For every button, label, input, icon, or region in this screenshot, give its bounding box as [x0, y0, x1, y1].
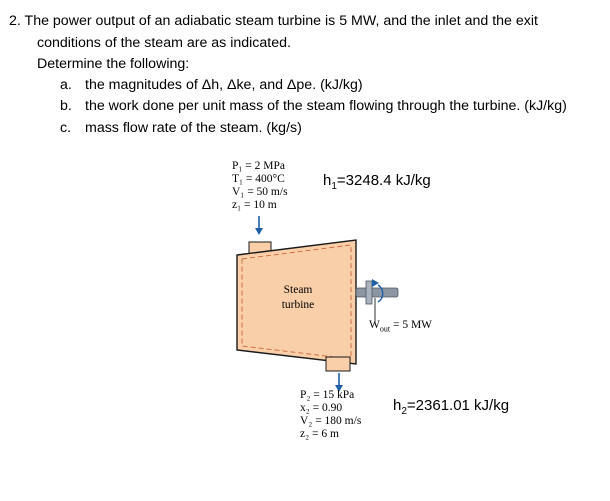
exit-elevation: z₂ = 6 m	[300, 428, 339, 440]
inlet-elevation: z₁ = 10 m	[232, 199, 277, 211]
shaft-coupling	[366, 281, 372, 304]
question-line-2: conditions of the steam are as indicated.	[37, 35, 291, 51]
exit-pipe	[326, 357, 350, 371]
exit-pressure: P₂ = 15 kPa	[300, 389, 355, 401]
item-marker: a.	[60, 77, 72, 93]
inlet-arrow-head	[255, 228, 263, 235]
item-text: the magnitudes of Δh, Δke, and Δpe. (kJ/kg)	[85, 77, 363, 93]
question-intro: The power output of an adiabatic steam turbine is 5 MW, and the inlet and the exit	[24, 13, 538, 29]
turbine-label: Steam turbine	[281, 284, 315, 311]
h2-value: $h_2=2361.01$ kJ/kg	[393, 397, 510, 417]
question-line-3: Determine the following:	[37, 56, 190, 72]
work-arrow-head	[372, 279, 379, 287]
h1-value: $h_1=3248.4$ kJ/kg	[323, 172, 431, 192]
inlet-velocity: V₁ = 50 m/s	[232, 186, 288, 198]
question-number: 2.	[9, 13, 21, 29]
item-text: the work done per unit mass of the steam flowing through the turbine. (kJ/kg)	[85, 98, 567, 114]
work-output-label: $W_{out} = 5$ MW	[369, 319, 433, 334]
item-marker: b.	[60, 98, 72, 114]
inlet-conditions	[232, 160, 288, 212]
exit-velocity: V₂ = 180 m/s	[300, 415, 362, 427]
item-text: mass flow rate of the steam. (kg/s)	[85, 120, 302, 136]
inlet-temperature: T₁ = 400°C	[232, 173, 285, 185]
inlet-pressure: P₁ = 2 MPa	[232, 160, 285, 172]
exit-quality: x₂ = 0.90	[300, 402, 343, 414]
exit-conditions	[300, 389, 361, 441]
turbine-shaft	[356, 288, 398, 297]
item-marker: c.	[60, 120, 72, 136]
